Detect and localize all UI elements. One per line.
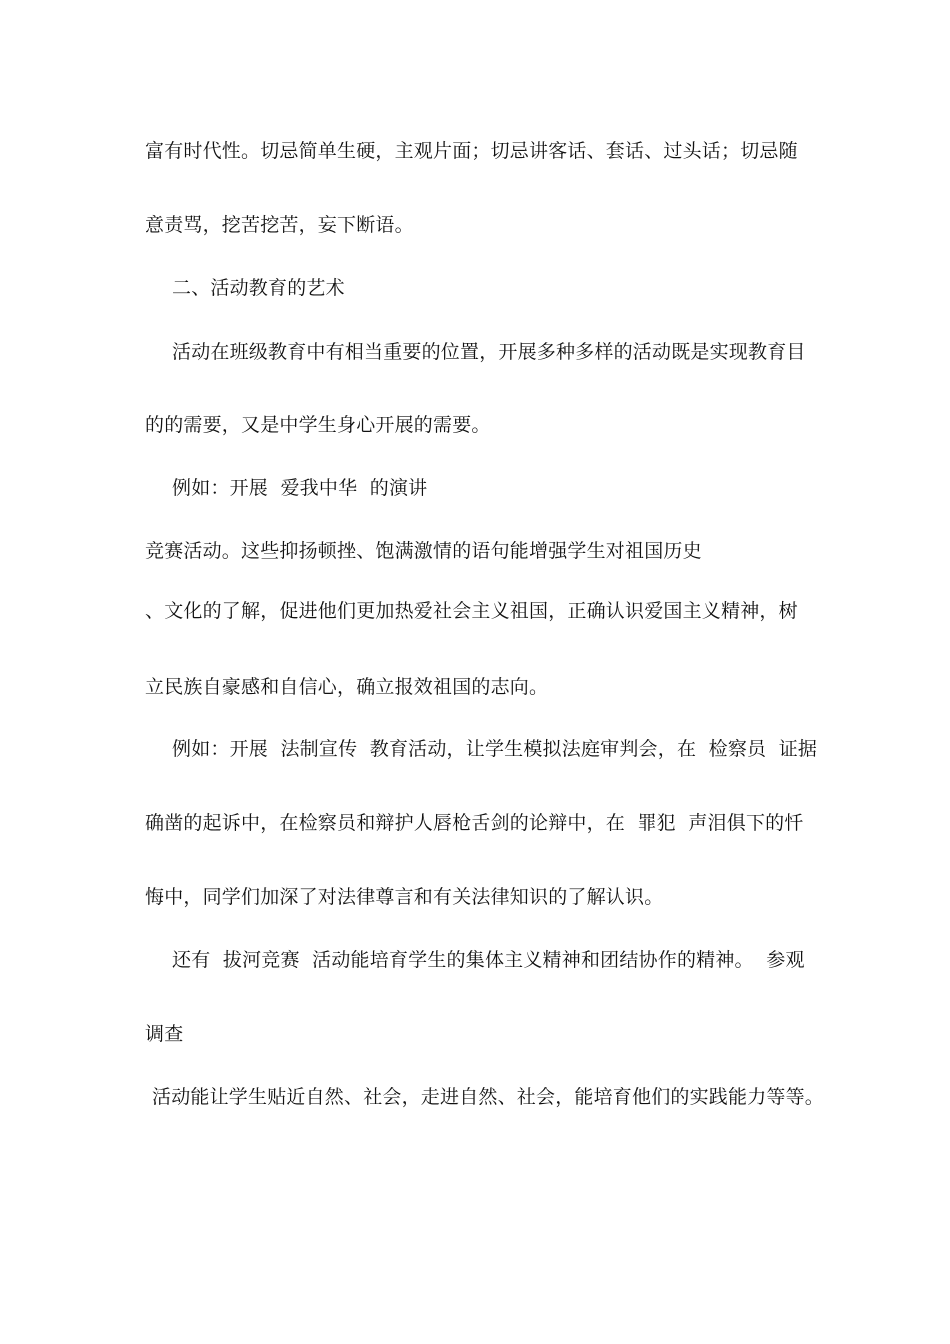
- text-line: 例如：开展 法制宣传 教育活动，让学生模拟法庭审判会，在 检察员 证据: [172, 738, 818, 760]
- section-heading: 二、活动教育的艺术: [172, 277, 345, 299]
- text-line: 活动能让学生贴近自然、社会，走进自然、社会，能培育他们的实践能力等等。: [152, 1086, 825, 1108]
- text-line: 竞赛活动。这些抑扬顿挫、饱满激情的语句能增强学生对祖国历史: [145, 540, 702, 562]
- text-line: 例如：开展 爱我中华 的演讲: [172, 477, 428, 499]
- text-line: 悔中，同学们加深了对法律尊言和有关法律知识的了解认识。: [145, 886, 664, 908]
- text-line: 富有时代性。切忌简单生硬，主观片面；切忌讲客话、套话、过头话；切忌随: [145, 140, 798, 162]
- text-line: 、文化的了解，促进他们更加热爱社会主义祖国，正确认识爱国主义精神，树: [145, 600, 798, 622]
- text-line: 意责骂，挖苦挖苦，妄下断语。: [145, 214, 414, 236]
- text-line: 确凿的起诉中，在检察员和辩护人唇枪舌剑的论辩中，在 罪犯 声泪俱下的忏: [145, 812, 804, 834]
- text-line: 还有 拔河竞赛 活动能培育学生的集体主义精神和团结协作的精神。 参观: [172, 949, 805, 971]
- text-line: 立民族自豪感和自信心，确立报效祖国的志向。: [145, 676, 549, 698]
- text-line: 的的需要，又是中学生身心开展的需要。: [145, 414, 491, 436]
- text-line: 调查: [145, 1023, 184, 1045]
- text-line: 活动在班级教育中有相当重要的位置，开展多种多样的活动既是实现教育目: [172, 341, 806, 363]
